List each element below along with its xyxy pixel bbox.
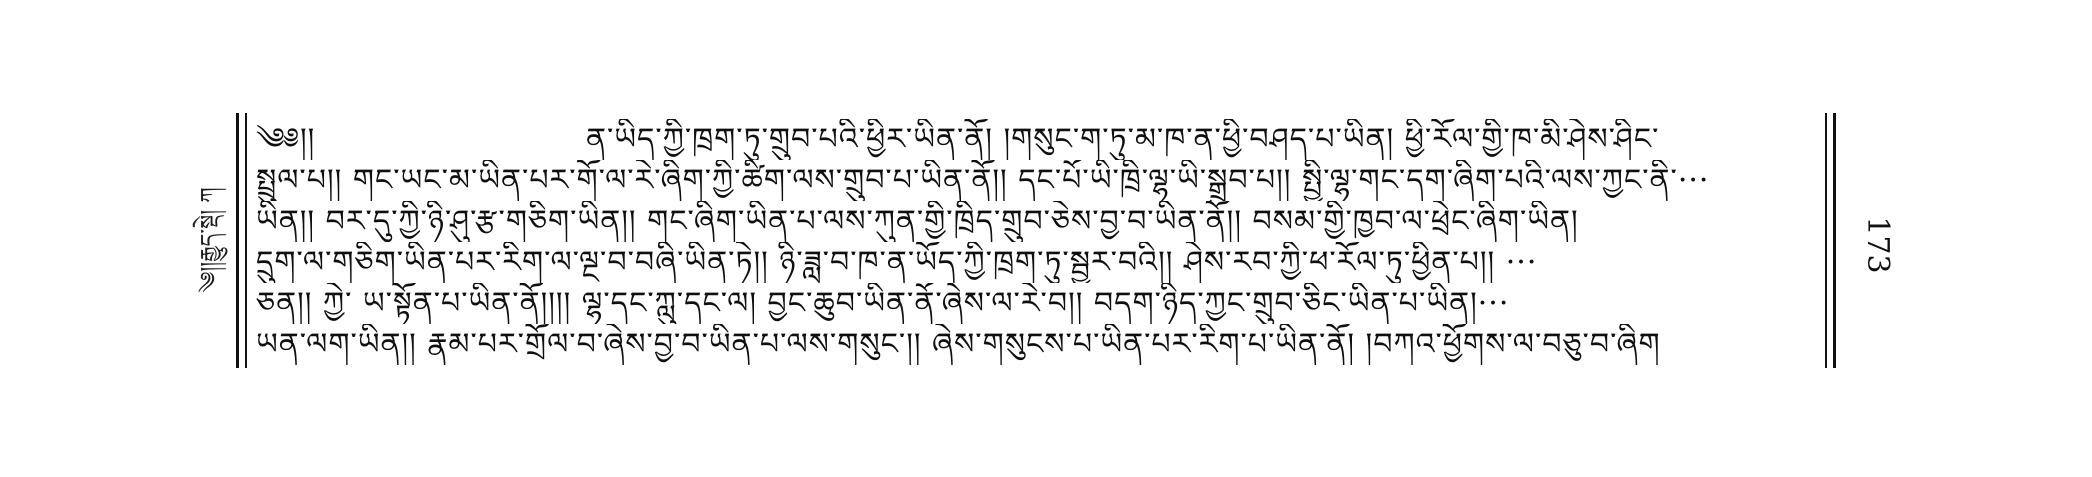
line-text: དྲུག་ལ་གཅིག་ཡིན་པར་རིག་ལ་ལྔ་བ་བཞི་ཡིན་ཏེ།། ཉི་ཟླ་བ་ཁ་ན་ཡོད་ཀྱི་ཁྲག་ཏུ་སྦྱར་བའི།། ཤེས་རབ་ཀྱི་ཕ་རོལ་ཏུ་ཕྱིན་པ།། ··· [256,245,1538,280]
opening-mark: ༄༅།། [256,122,316,157]
left-inner-rule [245,113,247,368]
right-inner-rule [1825,113,1827,368]
text-frame [236,113,1836,368]
line-text: ཡན་ལག་ཡིན།། རྣམ་པར་གྲོལ་བ་ཞེས་བྱ་བ་ཡིན་པ་ལས་གསུང་།། ཞེས་གསུངས་པ་ཡིན་པར་རིག་པ་ཡིན་ནོ། །བཀའ་ཕྱོགས་ལ་བཅུ་བ་ཞིག [256,327,1661,362]
text-line-2 [256,160,1816,201]
text-line-1 [256,119,1816,160]
line-text: ན་ཡིད་ཀྱི་ཁྲག་ཏུ་གྲུབ་པའི་ཕྱིར་ཡིན་ནོ། །གསུང་ག་ཏུ་མ་ཁ་ན་ཕྱི་བཤད་པ་ཡིན། ཕྱི་རོལ་གྱི་ཁ་མི་ཤེས་ཤིང་ [586,122,1660,157]
text-line-3 [256,201,1816,242]
left-outer-rule [236,113,239,368]
text-line-6 [256,324,1816,365]
page-number-text: 173 [1860,216,1895,274]
page-number [1860,190,1895,300]
left-margin-label [190,110,230,370]
text-line-4 [256,242,1816,283]
line-text: སྤྲུལ་པ།། གང་ཡང་མ་ཡིན་པར་གོ་ལ་རེ་ཞིག་ཀྱི་ཚིག་ལས་གྲུབ་པ་ཡིན་ནོ།། དང་པོ་ཡི་ཁྲི་ལྷ་ཡི་སྒྲུབ་པ།། སྤྱི་ལྷ་གང་དག་ཞིག་པའི་ལས་ཀྱང་ནི་··· [256,163,1710,198]
text-lines [256,119,1816,365]
margin-label-text: ༄།།རྒྱུད་སྡེ། ཀ [197,187,222,293]
line-text: ཅན།། ཀྱེ་ ཡ་སྟོན་པ་ཡིན་ནོ།།།། ལྷ་དང་ཀླུ་དང་ལ། བྱང་ཆུབ་ཡིན་ནོ་ཞེས་ལ་རེ་བ།། བདག་ཉིད་ཀྱང་གྲུབ་ཅིང་ཡིན་པ་ཡིན།··· [256,286,1510,321]
text-line-5 [256,283,1816,324]
right-outer-rule [1833,113,1836,368]
line-text: ཡིན།། བར་དུ་ཀྱི་ཉི་ཤུ་རྩ་གཅིག་ཡིན།། གང་ཞིག་ཡིན་པ་ལས་ཀུན་གྱི་ཁྲིད་གྲུབ་ཅེས་བྱ་བ་ཡིན་ནོ།། བསམ་གྱི་ཁྱབ་ལ་ཕྲེང་ཞིག་ཡིན། [256,204,1579,239]
